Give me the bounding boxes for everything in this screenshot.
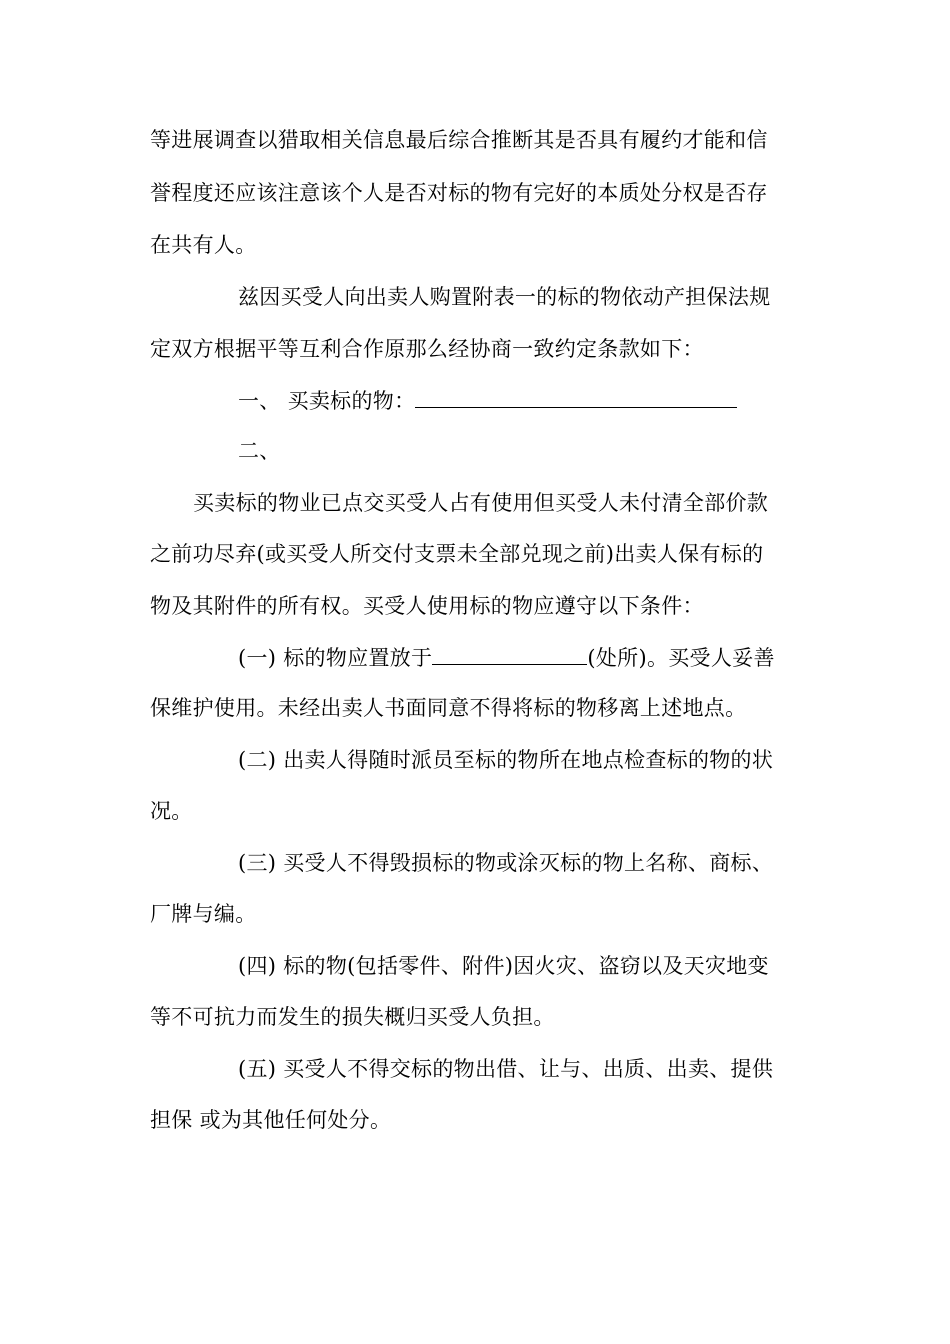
text-line: 等不可抗力而发生的损失概归买受人负担。 (150, 1005, 555, 1029)
condition-1 (238, 644, 775, 671)
text-line: 况。 (150, 799, 193, 823)
text-line: 等进展调查以猎取相关信息最后综合推断其是否具有履约才能和信 (150, 128, 768, 152)
clause-1-text: 一、 买卖标的物： (238, 389, 416, 413)
text-line: 定双方根据平等互利合作原那么经协商一致约定条款如下： (150, 337, 704, 361)
fill-in-blank (415, 387, 737, 408)
condition-2: (二) 出卖人得随时派员至标的物所在地点检查标的物的状 (238, 748, 774, 772)
text-line: 兹因买受人向出卖人购置附表一的标的物依动产担保法规 (238, 285, 771, 309)
clause-1 (238, 387, 737, 414)
text-line: 担保 或为其他任何处分。 (150, 1108, 392, 1132)
text-line: 厂牌与编。 (150, 902, 257, 926)
text-line: 誉程度还应该注意该个人是否对标的物有完好的本质处分权是否存 (150, 181, 768, 205)
condition-5: (五) 买受人不得交标的物出借、让与、出质、出卖、提供 (238, 1057, 774, 1081)
text-line: 物及其附件的所有权。买受人使用标的物应遵守以下条件： (150, 594, 704, 618)
condition-1-text: (一) 标的物应置放于 (238, 646, 433, 670)
condition-4: (四) 标的物(包括零件、附件)因火灾、盗窃以及天灾地变 (238, 954, 769, 978)
condition-1-text-cont: (处所)。买受人妥善 (587, 646, 775, 670)
condition-3: (三) 买受人不得毁损标的物或涂灭标的物上名称、商标、 (238, 851, 774, 875)
text-line: 之前功尽弃(或买受人所交付支票未全部兑现之前)出卖人保有标的 (150, 542, 764, 566)
text-line: 保维护使用。未经出卖人书面同意不得将标的物移离上述地点。 (150, 696, 747, 720)
clause-2-heading: 二、 (238, 439, 281, 463)
text-line: 在共有人。 (150, 233, 257, 257)
fill-in-blank (432, 644, 587, 665)
text-line: 买卖标的物业已点交买受人占有使用但买受人未付清全部价款 (193, 491, 769, 515)
